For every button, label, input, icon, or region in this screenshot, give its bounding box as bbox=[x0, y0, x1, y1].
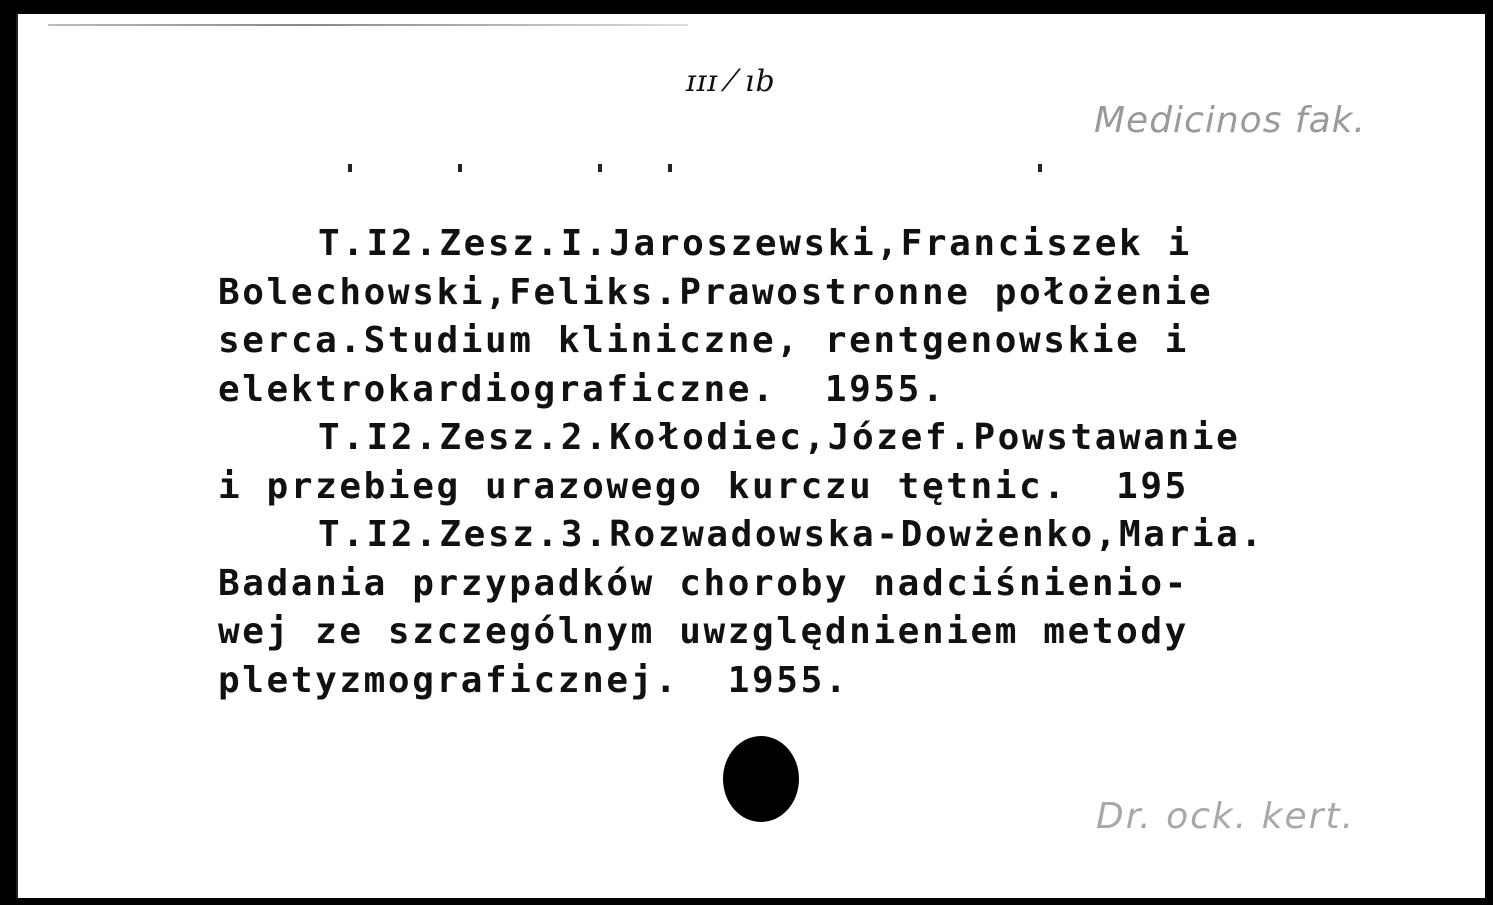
entry-3-line-2: Badania przypadków choroby nadciśnienio- bbox=[218, 562, 1189, 604]
entry-1-line-2: Bolechowski,Feliks.Prawostronne położenie bbox=[218, 271, 1214, 313]
entry-1 bbox=[218, 220, 1493, 414]
card-edge bbox=[1485, 0, 1493, 905]
entry-3 bbox=[218, 511, 1493, 705]
handwritten-note: ɪɪɪ ⁄ ıb bbox=[686, 64, 776, 99]
entry-3-line-3: wej ze szczególnym uwzględnieniem metody bbox=[218, 611, 1189, 652]
library-stamp-top: Medicinos fak. bbox=[1094, 100, 1366, 141]
library-stamp-bottom: Dr. ock. kert. bbox=[1096, 796, 1356, 837]
punch-marks bbox=[348, 164, 1068, 184]
entry-1-line-1: T.I2.Zesz.I.Jaroszewski,Franciszek i bbox=[318, 223, 1192, 264]
entry-2-line-2: i przebieg urazowego kurczu tętnic. 195 bbox=[218, 465, 1189, 507]
entry-3-line-1: T.I2.Zesz.3.Rozwadowska-Dowżenko,Maria. bbox=[318, 514, 1265, 555]
bibliography-entries bbox=[218, 220, 1493, 705]
entry-2 bbox=[218, 414, 1493, 511]
entry-2-line-1: T.I2.Zesz.2.Kołodiec,Józef.Powstawanie bbox=[318, 417, 1241, 458]
punch-hole bbox=[723, 736, 799, 822]
entry-1-line-4: elektrokardiograficzne. 1955. bbox=[218, 368, 947, 410]
entry-3-line-4: pletyzmograficznej. 1955. bbox=[218, 659, 850, 701]
top-rule bbox=[48, 24, 688, 26]
entry-1-line-3: serca.Studium kliniczne, rentgenowskie i bbox=[218, 320, 1189, 361]
